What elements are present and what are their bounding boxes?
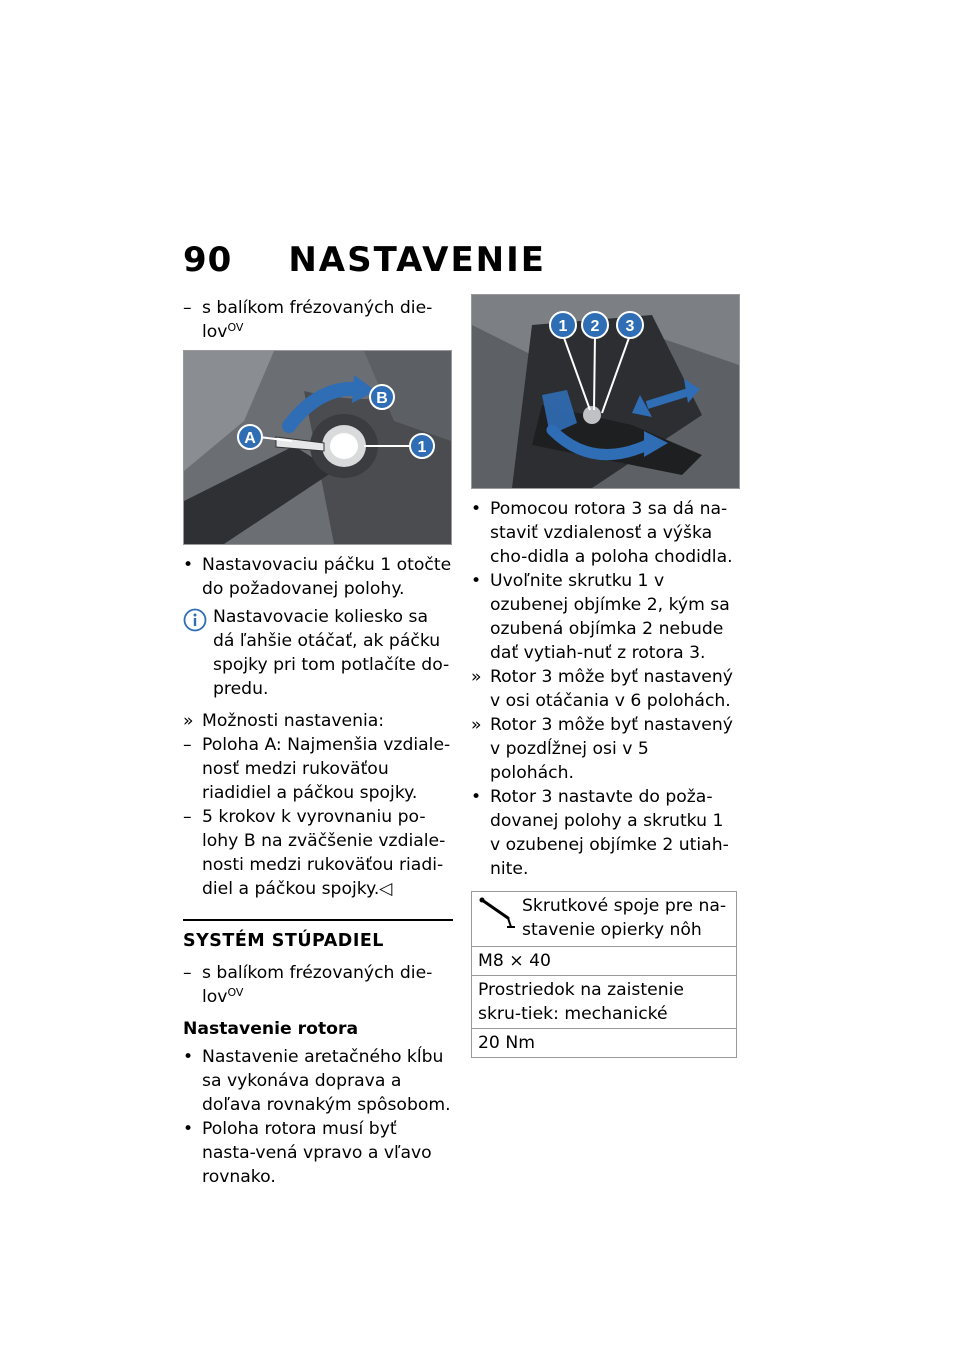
bullet-text: Poloha rotora musí byť nasta-vená vpravo a vľavo rovnako.	[202, 1119, 432, 1187]
dash-text: 5 krokov k vyrovnaniu po-lohy B na zväčšenie vzdiale-nosti medzi rukoväťou riadi-diel a páčkou spojky.◁	[202, 807, 446, 899]
footrest-photo	[471, 294, 740, 489]
result-item	[183, 709, 453, 733]
bullet-item	[183, 1045, 453, 1117]
bullet-text: Pomocou rotora 3 sa dá na-staviť vzdialenosť a výška cho-didla a poloha chodidla.	[490, 499, 733, 567]
section-divider	[183, 919, 453, 921]
figure-label-1: 1	[417, 439, 427, 456]
dash-item	[183, 805, 453, 901]
bullet-item	[183, 1117, 453, 1189]
torque-table	[471, 891, 737, 1058]
page-number: 90	[183, 240, 233, 280]
result-marker: »	[471, 715, 482, 735]
subsection-title: Nastavenie rotora	[183, 1019, 359, 1039]
clutch-lever-illustration	[184, 351, 451, 544]
wrench-icon	[478, 896, 516, 930]
dash-item	[183, 733, 453, 805]
result-text: Možnosti nastavenia:	[202, 711, 385, 731]
result-marker: »	[183, 711, 194, 731]
option-sup: OV	[227, 986, 244, 999]
result-item	[471, 713, 737, 785]
left-column	[183, 296, 453, 1189]
torque-header	[472, 892, 736, 947]
bullet-item	[471, 497, 737, 569]
option-line	[183, 296, 453, 344]
result-text: Rotor 3 môže byť nastavený v osi otáčania v 6 polohách.	[490, 667, 733, 711]
bullet-marker: •	[183, 1047, 194, 1067]
dash-marker: –	[183, 298, 192, 318]
footrest-illustration	[472, 295, 739, 488]
figure-label-3: 3	[625, 318, 635, 335]
figure-label-a: A	[244, 430, 256, 447]
bullet-item	[471, 569, 737, 665]
option-sup: OV	[227, 321, 244, 334]
right-column	[471, 296, 737, 1058]
dash-marker: –	[183, 963, 192, 983]
page-title: NASTAVENIE	[288, 240, 547, 280]
option-line	[183, 961, 453, 1009]
info-icon	[183, 608, 207, 632]
figure-label-1: 1	[558, 318, 568, 335]
bullet-marker: •	[471, 787, 482, 807]
torque-locking: Prostriedok na zaistenie skru-tiek: mechanické	[472, 976, 736, 1029]
clutch-lever-photo	[183, 350, 452, 545]
bullet-text: Nastavovaciu páčku 1 otočte do požadovanej polohy.	[202, 555, 452, 599]
bullet-marker: •	[183, 555, 194, 575]
torque-size: M8 × 40	[472, 947, 736, 976]
bullet-text: Rotor 3 nastavte do poža-dovanej polohy a skrutku 1 v ozubenej objímke 2 utiah-nite.	[490, 787, 729, 879]
option-text: s balíkom frézovaných die-lov	[202, 963, 433, 1007]
bullet-item	[183, 553, 453, 601]
info-text: Nastavovacie koliesko sa dá ľahšie otáčať, ak páčku spojky pri tom potlačíte do-predu.	[213, 607, 450, 699]
torque-value: 20 Nm	[478, 1033, 535, 1053]
bullet-marker: •	[183, 1119, 194, 1139]
result-item	[471, 665, 737, 713]
info-note	[183, 605, 453, 701]
dash-marker: –	[183, 807, 192, 827]
figure-label-b: B	[376, 390, 388, 407]
dash-text: Poloha A: Najmenšia vzdiale-nosť medzi rukoväťou riadidiel a páčkou spojky.	[202, 735, 451, 803]
bullet-text: Uvoľnite skrutku 1 v ozubenej objímke 2, kým sa ozubená objímka 2 nebude dať vytiah-nuť z rotora 3.	[490, 571, 730, 663]
dash-marker: –	[183, 735, 192, 755]
figure-label-2: 2	[590, 318, 600, 335]
page-header	[183, 240, 546, 280]
torque-title: Skrutkové spoje pre na-stavenie opierky nôh	[522, 896, 727, 940]
bullet-item	[471, 785, 737, 881]
result-marker: »	[471, 667, 482, 687]
section-title: SYSTÉM STÚPADIEL	[183, 931, 384, 951]
result-text: Rotor 3 môže byť nastavený v pozdĺžnej osi v 5 polohách.	[490, 715, 733, 783]
option-text: s balíkom frézovaných die-lov	[202, 298, 433, 342]
bullet-marker: •	[471, 499, 482, 519]
bullet-text: Nastavenie aretačného kĺbu sa vykonáva doprava a doľava rovnakým spôsobom.	[202, 1047, 451, 1115]
bullet-marker: •	[471, 571, 482, 591]
